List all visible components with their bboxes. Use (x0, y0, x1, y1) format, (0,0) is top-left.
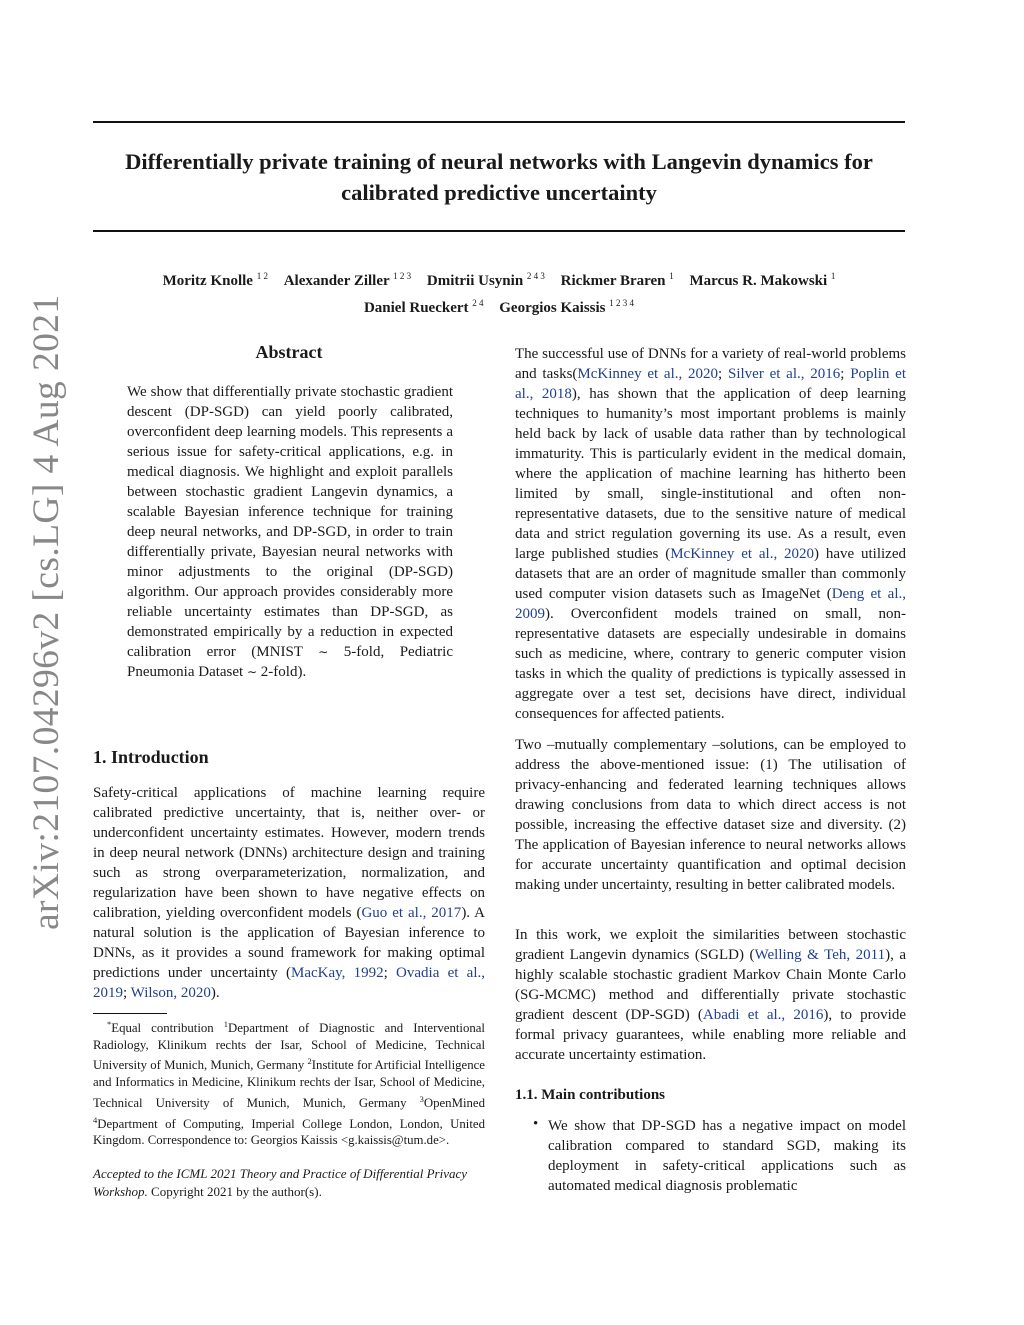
author: Daniel Rueckert $^{2 4}$ (363, 298, 484, 316)
bullet-icon: • (533, 1116, 539, 1132)
author-list (93, 265, 905, 319)
contribution-bullet: We show that DP-SGD has a negative impact on model calibration compared to standard SGD, making its deployment in safety-critical applications such as automated medical diagnosis problematic (548, 1118, 906, 1194)
author: Marcus R. Makowski $^1$ (689, 271, 836, 289)
author: Dmitrii Usynin $^{2 4 3}$ (426, 271, 545, 289)
author: Moritz Knolle $^{1 2}$ (162, 271, 268, 289)
right-paragraph-3: In this work, we exploit the similarities between stochastic gradient Langevin dynamics (SGLD) (Welling & Teh, 2011), a highly scalable stochastic gradient Markov Chain Monte Carlo (SG-MCMC) method and differentially private stochastic gradient descent (DP-SGD) (Abadi et al., 2016), to provide formal privacy guarantees, while enabling more reliable and accurate uncertainty estimation. (515, 927, 907, 1063)
acceptance-note: Accepted to the ICML 2021 Theory and Practice of Differential Privacy Workshop. Copyright 2021 by the author(s). (93, 1166, 468, 1199)
title-bottom-rule (93, 230, 905, 232)
abstract-text: We show that differentially private stochastic gradient descent (DP-SGD) can yield poorly calibrated, overconfident deep learning models. This represents a serious issue for safety-critical applications, e.g. in medical diagnosis. We highlight and exploit parallels between stochastic gradient Langevin dynamics, a scalable Bayesian inference technique for training deep neural networks, and DP-SGD, in order to train differentially private, Bayesian neural networks with minor adjustments to the original (DP-SGD) algorithm. Our approach provides considerably more reliable uncertainty estimates than DP-SGD, as demonstrated empirically by a reduction in expected calibration error (MNIST ∼ 5-fold, Pediatric Pneumonia Dataset ∼ 2-fold). (127, 384, 454, 680)
citation-link[interactable]: Guo et al., 2017 (361, 905, 462, 921)
footnote-rule (93, 1013, 167, 1014)
top-rule (93, 121, 905, 123)
citation-link[interactable]: Deng et al., 2009 (515, 586, 906, 622)
title-line-1: Differentially private training of neural networks with Langevin dynamics for (125, 149, 873, 174)
author: Rickmer Braren $^1$ (560, 271, 674, 289)
section-heading-introduction: 1. Introduction (93, 747, 209, 767)
paper-title (93, 146, 905, 208)
title-line-2: calibrated predictive uncertainty (341, 180, 657, 205)
citation-link[interactable]: Silver et al., 2016 (727, 366, 841, 382)
citation-link[interactable]: Welling & Teh, 2011 (754, 947, 886, 963)
citation-link[interactable]: Poplin et al., 2018 (515, 366, 906, 402)
citation-link[interactable]: McKinney et al., 2020 (577, 366, 719, 382)
citation-link[interactable]: MacKay, 1992 (290, 965, 384, 981)
subsection-heading-main-contributions: 1.1. Main contributions (515, 1087, 666, 1103)
citation-link[interactable]: Abadi et al., 2016 (702, 1007, 824, 1023)
introduction-paragraph: Safety-critical applications of machine learning require calibrated predictive uncertainty, that is, neither over- or underconfident uncertainty estimates. However, modern trends in deep neural network (DNNs) architecture design and training such as strong overparameterization, normalization, and regularization have been shown to have negative effects on calibration, yielding overconfident models (Guo et al., 2017). A natural solution is the application of Bayesian inference to DNNs, as it provides a sound framework for making optimal predictions under uncertainty (MacKay, 1992; Ovadia et al., 2019; Wilson, 2020). (93, 785, 486, 1001)
citation-link[interactable]: McKinney et al., 2020 (670, 546, 815, 562)
author: Alexander Ziller $^{1 2 3}$ (283, 271, 412, 289)
author: Georgios Kaissis $^{1 2 3 4}$ (499, 298, 635, 316)
right-paragraph-1: The successful use of DNNs for a variety of real-world problems and tasks(McKinney et al., 2020; Silver et al., 2016; Poplin et al., 2018), has shown that the application of deep learning techniques to humanity’s most important problems is mainly held back by lack of usable data rather than by technological immaturity. This is particularly evident in the medical domain, where the application of machine learning has hitherto been limited by small, single-institutional and often non-representative datasets, due to the sensitive nature of medical data and strict regulation governing its use. As a result, even large published studies (McKinney et al., 2020) have utilized datasets that are an order of magnitude smaller than commonly used computer vision datasets such as ImageNet (Deng et al., 2009). Overconfident models trained on small, non-representative datasets are especially undesirable in domains such as medicine, where, contrary to generic computer vision tasks in which the quality of predictions is typically assessed in aggregate over a test set, decisions have direct, individual consequences for affected patients. (515, 346, 906, 722)
citation-link[interactable]: Wilson, 2020 (130, 985, 211, 1001)
arxiv-stamp: arXiv:2107.04296v2 [cs.LG] 4 Aug 2021 (26, 294, 67, 930)
affiliations-footnote: *Equal contribution $^1$Department of Diagnostic and Interventional Radiology, Klinikum rechts der Isar, School of Medicine, Technical University of Munich, Munich, Germany $^2$Institute for Artificial Intelligence and Informatics in Medicine, Klinikum rechts der Isar, School of Medicine, Technical University of Munich, Munich, Germany $^3$OpenMined $^4$Department of Computing, Imperial College London, London, United Kingdom. Correspondence to: Georgios Kaissis <g.kaissis@tum.de>. (93, 1019, 485, 1148)
abstract-heading: Abstract (255, 342, 323, 362)
citation-link[interactable]: Ovadia et al., 2019 (93, 965, 485, 1001)
right-paragraph-2: Two –mutually complementary –solutions, can be employed to address the above-mentioned issue: (1) The utilisation of privacy-enhancing and federated learning techniques allows drawing conclusions from data to which direct access is not possible, increasing the effective dataset size and diversity. (2) The application of Bayesian inference to neural networks allows for accurate uncertainty quantification and optimal decision making under uncertainty, resulting in better calibrated models. (515, 737, 906, 893)
